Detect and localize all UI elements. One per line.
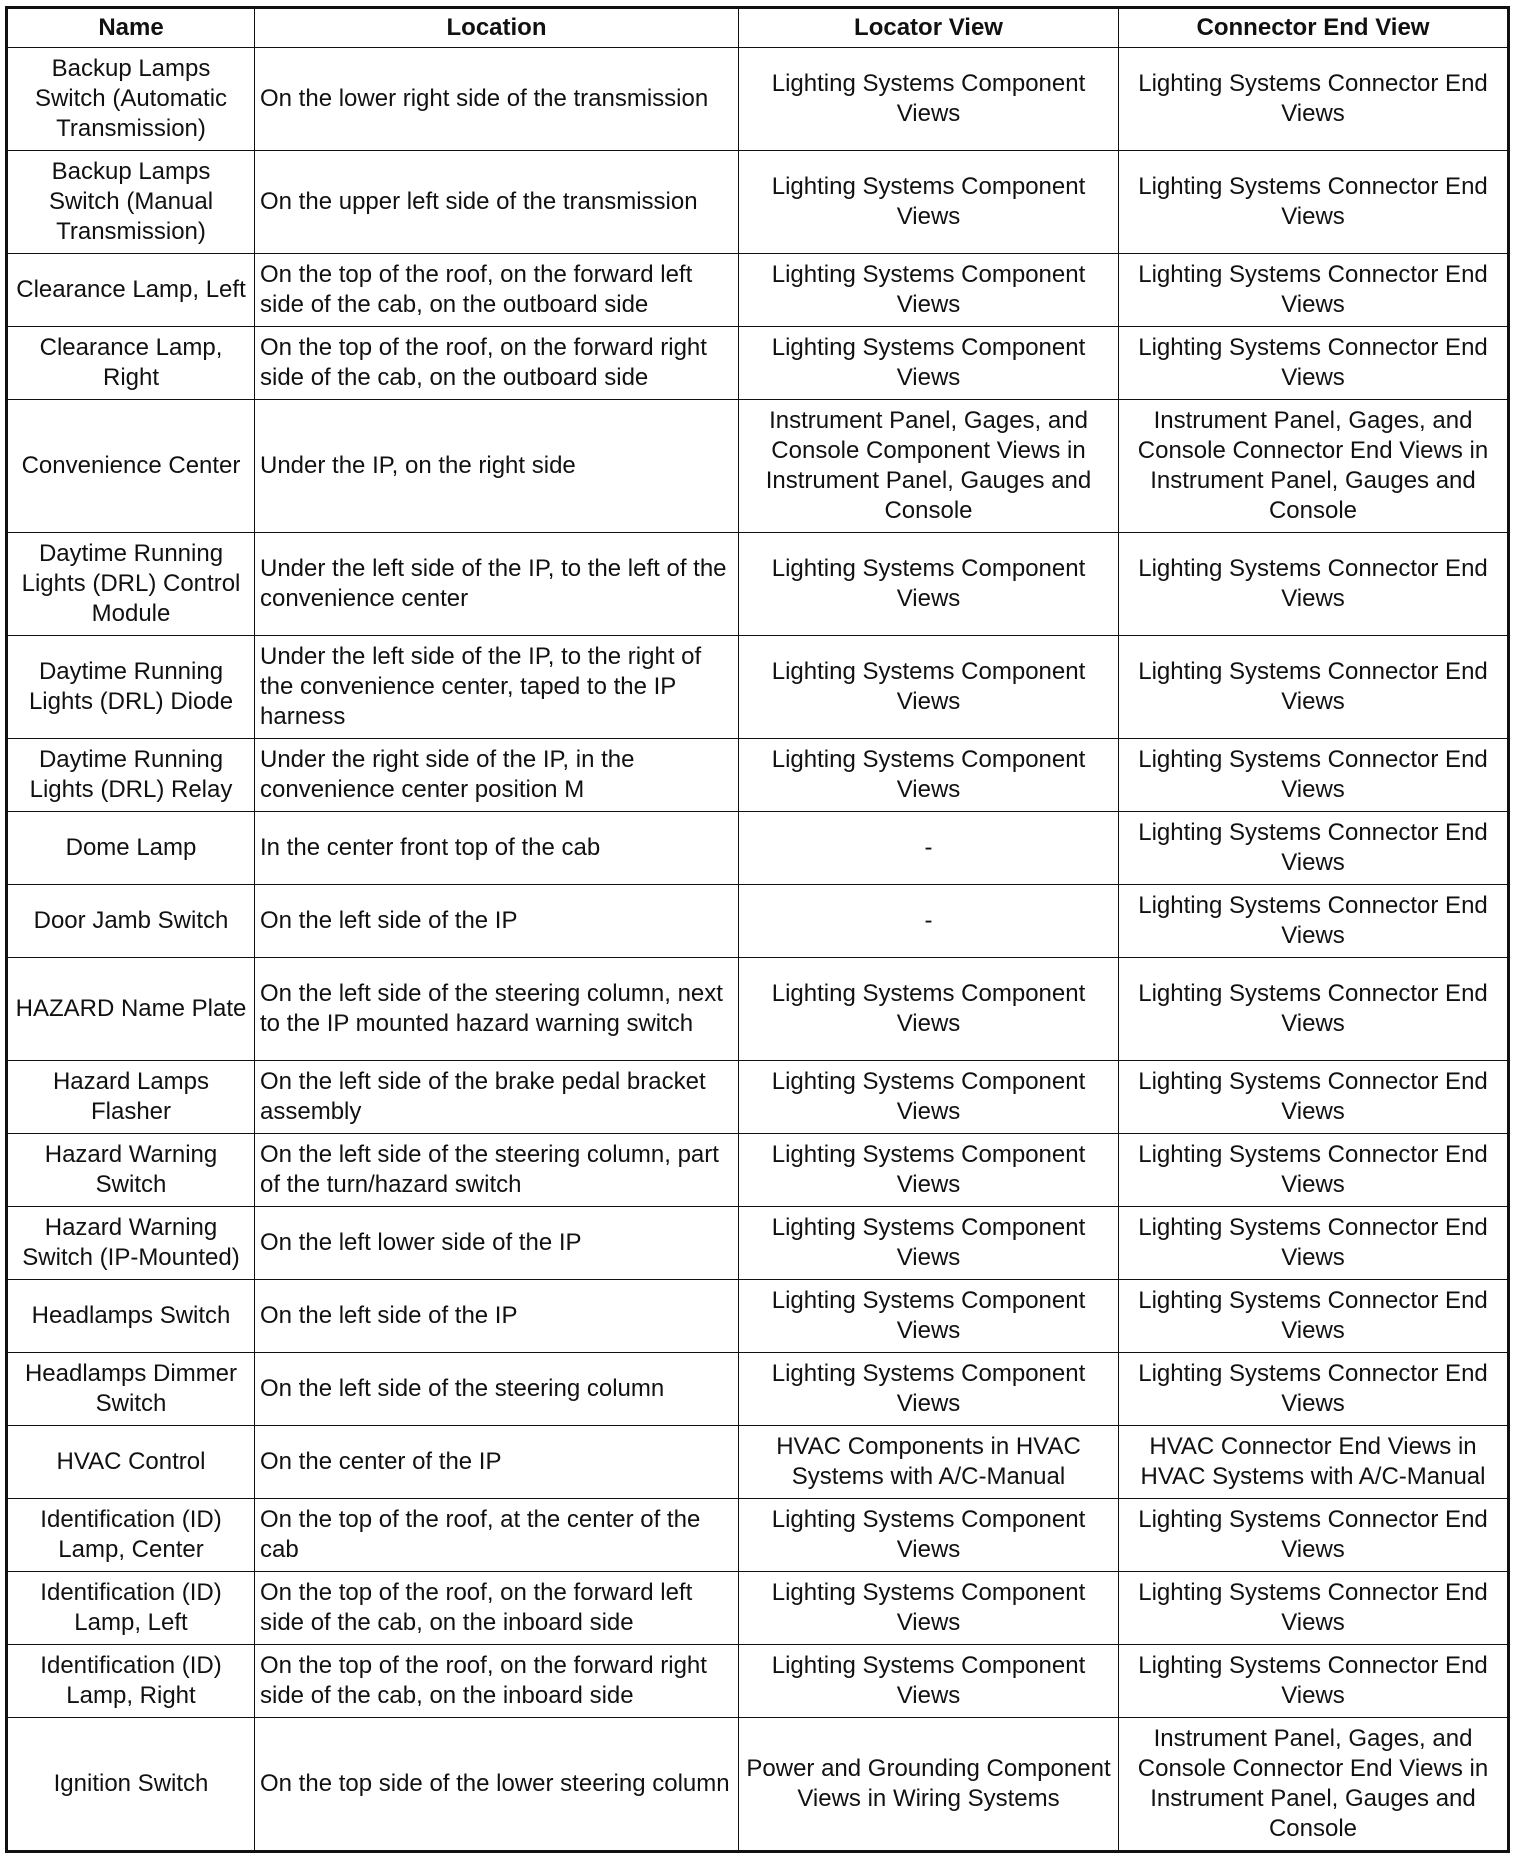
table-row [7,1426,1509,1499]
cell-connector-end-view: Lighting Systems Connector End Views [1119,636,1509,739]
cell-locator-view: Lighting Systems Component Views [739,254,1119,327]
cell-name: Hazard Lamps Flasher [7,1061,255,1134]
component-locator-table-container [5,6,1507,1853]
cell-name: Convenience Center [7,400,255,533]
cell-connector-end-view: Lighting Systems Connector End Views [1119,1572,1509,1645]
cell-connector-end-view: Lighting Systems Connector End Views [1119,1280,1509,1353]
cell-location: In the center front top of the cab [255,812,739,885]
cell-locator-view: Lighting Systems Component Views [739,1645,1119,1718]
cell-name: Identification (ID) Lamp, Center [7,1499,255,1572]
table-row [7,151,1509,254]
cell-location: On the left side of the steering column, part of the turn/hazard switch [255,1134,739,1207]
cell-name: Daytime Running Lights (DRL) Control Module [7,533,255,636]
cell-locator-view: Lighting Systems Component Views [739,48,1119,151]
table-row [7,400,1509,533]
cell-location: On the lower right side of the transmission [255,48,739,151]
cell-connector-end-view: Instrument Panel, Gages, and Console Connector End Views in Instrument Panel, Gauges and Console [1119,1718,1509,1852]
cell-name: Headlamps Switch [7,1280,255,1353]
cell-connector-end-view: Lighting Systems Connector End Views [1119,885,1509,958]
cell-connector-end-view: Lighting Systems Connector End Views [1119,327,1509,400]
cell-name: Ignition Switch [7,1718,255,1852]
table-header-row [7,8,1509,48]
cell-connector-end-view: Lighting Systems Connector End Views [1119,739,1509,812]
cell-locator-view: Lighting Systems Component Views [739,327,1119,400]
cell-connector-end-view: Lighting Systems Connector End Views [1119,48,1509,151]
cell-location: On the left side of the IP [255,885,739,958]
cell-locator-view: Lighting Systems Component Views [739,533,1119,636]
cell-name: Dome Lamp [7,812,255,885]
component-locator-table [5,6,1510,1853]
cell-locator-view: Lighting Systems Component Views [739,151,1119,254]
cell-connector-end-view: Instrument Panel, Gages, and Console Connector End Views in Instrument Panel, Gauges and Console [1119,400,1509,533]
cell-location: Under the left side of the IP, to the right of the convenience center, taped to the IP harness [255,636,739,739]
cell-name: Identification (ID) Lamp, Left [7,1572,255,1645]
cell-connector-end-view: Lighting Systems Connector End Views [1119,151,1509,254]
table-row [7,254,1509,327]
table-row [7,1207,1509,1280]
cell-name: Daytime Running Lights (DRL) Relay [7,739,255,812]
table-row [7,1499,1509,1572]
table-row [7,1353,1509,1426]
cell-locator-view: Power and Grounding Component Views in Wiring Systems [739,1718,1119,1852]
cell-connector-end-view: Lighting Systems Connector End Views [1119,254,1509,327]
table-row [7,48,1509,151]
cell-location: On the top of the roof, on the forward right side of the cab, on the outboard side [255,327,739,400]
cell-locator-view: Lighting Systems Component Views [739,1061,1119,1134]
table-row [7,1134,1509,1207]
cell-location: On the upper left side of the transmission [255,151,739,254]
cell-locator-view: Lighting Systems Component Views [739,1572,1119,1645]
table-row [7,1718,1509,1852]
table-row [7,1645,1509,1718]
cell-connector-end-view: Lighting Systems Connector End Views [1119,533,1509,636]
cell-connector-end-view: Lighting Systems Connector End Views [1119,1499,1509,1572]
cell-connector-end-view: Lighting Systems Connector End Views [1119,1353,1509,1426]
table-row [7,1572,1509,1645]
cell-location: On the top side of the lower steering column [255,1718,739,1852]
table-row [7,1280,1509,1353]
cell-location: On the left lower side of the IP [255,1207,739,1280]
table-row [7,812,1509,885]
cell-locator-view: Lighting Systems Component Views [739,1134,1119,1207]
cell-location: Under the left side of the IP, to the left of the convenience center [255,533,739,636]
cell-locator-view: - [739,812,1119,885]
cell-name: HVAC Control [7,1426,255,1499]
header-name: Name [7,8,255,48]
table-row [7,958,1509,1061]
cell-connector-end-view: Lighting Systems Connector End Views [1119,1134,1509,1207]
cell-locator-view: Lighting Systems Component Views [739,739,1119,812]
table-row [7,1061,1509,1134]
cell-name: HAZARD Name Plate [7,958,255,1061]
cell-locator-view: - [739,885,1119,958]
cell-name: Backup Lamps Switch (Automatic Transmission) [7,48,255,151]
cell-location: On the left side of the IP [255,1280,739,1353]
cell-locator-view: HVAC Components in HVAC Systems with A/C-Manual [739,1426,1119,1499]
header-connector-end-view: Connector End View [1119,8,1509,48]
table-row [7,533,1509,636]
cell-name: Identification (ID) Lamp, Right [7,1645,255,1718]
cell-location: On the center of the IP [255,1426,739,1499]
table-row [7,739,1509,812]
table-row [7,327,1509,400]
cell-name: Clearance Lamp, Left [7,254,255,327]
cell-locator-view: Instrument Panel, Gages, and Console Component Views in Instrument Panel, Gauges and Console [739,400,1119,533]
cell-name: Clearance Lamp, Right [7,327,255,400]
table-row [7,885,1509,958]
header-locator-view: Locator View [739,8,1119,48]
cell-location: On the top of the roof, on the forward right side of the cab, on the inboard side [255,1645,739,1718]
cell-location: On the top of the roof, on the forward left side of the cab, on the inboard side [255,1572,739,1645]
cell-location: On the left side of the steering column, next to the IP mounted hazard warning switch [255,958,739,1061]
cell-location: Under the IP, on the right side [255,400,739,533]
table-row [7,636,1509,739]
cell-location: Under the right side of the IP, in the convenience center position M [255,739,739,812]
cell-locator-view: Lighting Systems Component Views [739,1207,1119,1280]
cell-locator-view: Lighting Systems Component Views [739,636,1119,739]
cell-name: Daytime Running Lights (DRL) Diode [7,636,255,739]
cell-connector-end-view: HVAC Connector End Views in HVAC Systems with A/C-Manual [1119,1426,1509,1499]
cell-locator-view: Lighting Systems Component Views [739,1499,1119,1572]
cell-location: On the top of the roof, on the forward left side of the cab, on the outboard side [255,254,739,327]
cell-locator-view: Lighting Systems Component Views [739,1353,1119,1426]
cell-name: Backup Lamps Switch (Manual Transmission) [7,151,255,254]
cell-connector-end-view: Lighting Systems Connector End Views [1119,1061,1509,1134]
cell-locator-view: Lighting Systems Component Views [739,958,1119,1061]
cell-connector-end-view: Lighting Systems Connector End Views [1119,958,1509,1061]
cell-connector-end-view: Lighting Systems Connector End Views [1119,1645,1509,1718]
cell-locator-view: Lighting Systems Component Views [739,1280,1119,1353]
cell-name: Hazard Warning Switch (IP-Mounted) [7,1207,255,1280]
cell-name: Door Jamb Switch [7,885,255,958]
cell-connector-end-view: Lighting Systems Connector End Views [1119,1207,1509,1280]
cell-location: On the left side of the steering column [255,1353,739,1426]
cell-connector-end-view: Lighting Systems Connector End Views [1119,812,1509,885]
cell-name: Hazard Warning Switch [7,1134,255,1207]
cell-location: On the left side of the brake pedal bracket assembly [255,1061,739,1134]
cell-name: Headlamps Dimmer Switch [7,1353,255,1426]
header-location: Location [255,8,739,48]
cell-location: On the top of the roof, at the center of the cab [255,1499,739,1572]
